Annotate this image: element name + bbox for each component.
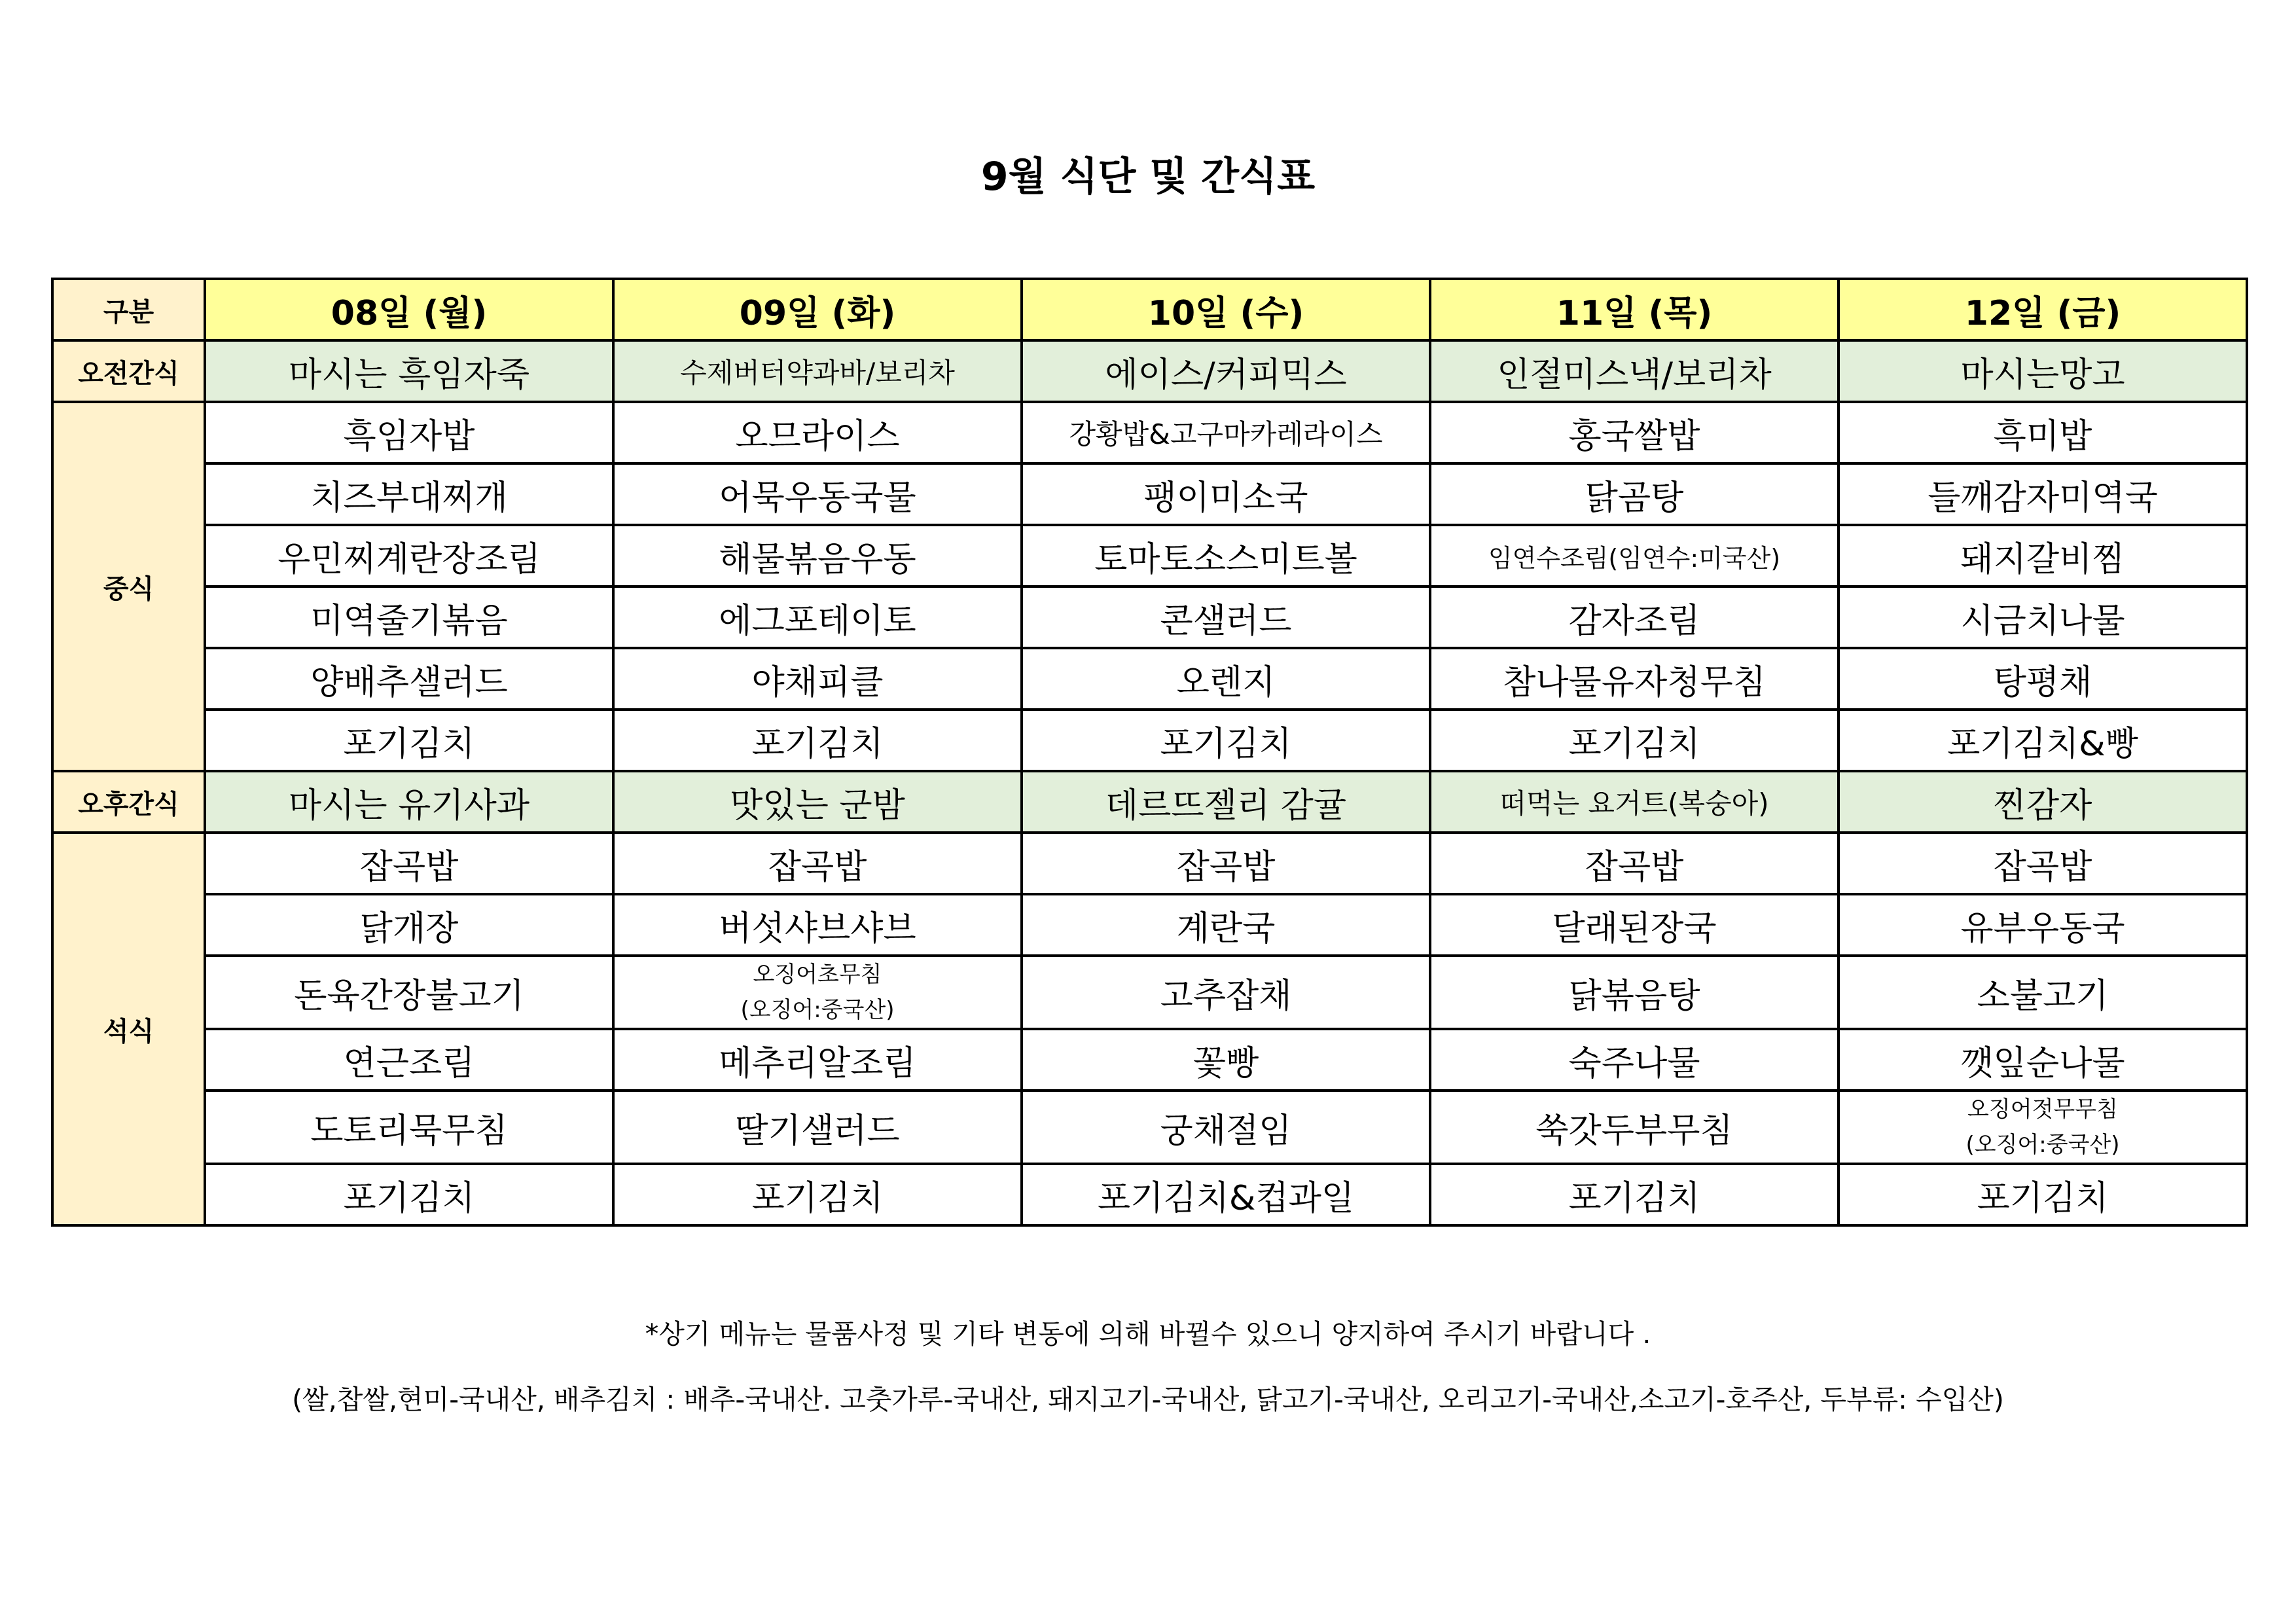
menu-cell: 포기김치 bbox=[613, 1164, 1022, 1225]
menu-cell: 꽃빵 bbox=[1022, 1029, 1430, 1091]
dinner-row bbox=[52, 1029, 2247, 1091]
dinner-row bbox=[52, 1164, 2247, 1225]
lunch-row bbox=[52, 648, 2247, 710]
menu-cell: 탕평채 bbox=[1839, 648, 2247, 710]
menu-cell: 도토리묵무침 bbox=[205, 1091, 613, 1164]
menu-cell: 오므라이스 bbox=[613, 402, 1022, 463]
day-header-thu: 11일 (목) bbox=[1430, 279, 1839, 340]
menu-cell: 닭개장 bbox=[205, 894, 613, 956]
menu-cell: 잡곡밥 bbox=[1022, 833, 1430, 894]
menu-cell: 강황밥&고구마카레라이스 bbox=[1022, 402, 1430, 463]
menu-cell: 잡곡밥 bbox=[1839, 833, 2247, 894]
menu-cell: 떠먹는 요거트(복숭아) bbox=[1430, 771, 1839, 833]
menu-change-notice: *상기 메뉴는 물품사정 및 기타 변동에 의해 바뀔수 있으니 양지하여 주시기 바랍니다 . bbox=[645, 1318, 1651, 1350]
menu-cell: 맛있는 군밤 bbox=[613, 771, 1022, 833]
menu-cell: 달래된장국 bbox=[1430, 894, 1839, 956]
menu-cell: 흑임자밥 bbox=[205, 402, 613, 463]
menu-cell: 양배추샐러드 bbox=[205, 648, 613, 710]
menu-cell: 돈육간장불고기 bbox=[205, 956, 613, 1029]
menu-cell: 수제버터약과바/보리차 bbox=[613, 340, 1022, 402]
menu-cell: 잡곡밥 bbox=[205, 833, 613, 894]
menu-cell: 포기김치&컵과일 bbox=[1022, 1164, 1430, 1225]
menu-cell: 우민찌계란장조림 bbox=[205, 525, 613, 586]
menu-cell: 미역줄기볶음 bbox=[205, 586, 613, 648]
menu-cell: 에이스/커피믹스 bbox=[1022, 340, 1430, 402]
menu-cell: 홍국쌀밥 bbox=[1430, 402, 1839, 463]
category-lunch: 중식 bbox=[52, 402, 205, 771]
category-pm-snack: 오후간식 bbox=[52, 771, 205, 833]
menu-cell: 시금치나물 bbox=[1839, 586, 2247, 648]
menu-item-text: 오징어젓무무침 bbox=[1967, 1096, 2118, 1123]
menu-cell: 연근조림 bbox=[205, 1029, 613, 1091]
menu-cell: 찐감자 bbox=[1839, 771, 2247, 833]
menu-cell: 어묵우동국물 bbox=[613, 463, 1022, 525]
menu-cell: 야채피클 bbox=[613, 648, 1022, 710]
menu-cell: 해물볶음우동 bbox=[613, 525, 1022, 586]
menu-cell: 흑미밥 bbox=[1839, 402, 2247, 463]
menu-cell: 포기김치 bbox=[205, 1164, 613, 1225]
menu-cell: 포기김치 bbox=[205, 710, 613, 771]
menu-cell: 마시는망고 bbox=[1839, 340, 2247, 402]
menu-cell: 에그포테이토 bbox=[613, 586, 1022, 648]
menu-cell: 포기김치&빵 bbox=[1839, 710, 2247, 771]
menu-cell: 포기김치 bbox=[1839, 1164, 2247, 1225]
menu-cell-with-origin bbox=[613, 956, 1022, 1029]
menu-cell: 마시는 흑임자죽 bbox=[205, 340, 613, 402]
pm-snack-row bbox=[52, 771, 2247, 833]
menu-cell: 숙주나물 bbox=[1430, 1029, 1839, 1091]
menu-cell: 잡곡밥 bbox=[613, 833, 1022, 894]
menu-cell: 포기김치 bbox=[1430, 1164, 1839, 1225]
category-dinner: 석식 bbox=[52, 833, 205, 1225]
menu-cell: 오렌지 bbox=[1022, 648, 1430, 710]
menu-cell: 팽이미소국 bbox=[1022, 463, 1430, 525]
am-snack-row bbox=[52, 340, 2247, 402]
meal-table bbox=[51, 278, 2248, 1227]
origin-note: (오징어:중국산) bbox=[740, 997, 895, 1023]
origin-note: (오징어:중국산) bbox=[1965, 1132, 2120, 1158]
menu-cell: 유부우동국 bbox=[1839, 894, 2247, 956]
dinner-row bbox=[52, 833, 2247, 894]
origin-notice: (쌀,찹쌀,현미-국내산, 배추김치 : 배추-국내산. 고춧가루-국내산, 돼지고기-국내산, 닭고기-국내산, 오리고기-국내산,소고기-호주산, 두부류: 수입산) bbox=[292, 1384, 2004, 1415]
menu-cell: 치즈부대찌개 bbox=[205, 463, 613, 525]
menu-cell: 잡곡밥 bbox=[1430, 833, 1839, 894]
menu-cell: 콘샐러드 bbox=[1022, 586, 1430, 648]
dinner-row bbox=[52, 1091, 2247, 1164]
menu-cell: 포기김치 bbox=[613, 710, 1022, 771]
header-row bbox=[52, 279, 2247, 340]
menu-cell: 데르뜨젤리 감귤 bbox=[1022, 771, 1430, 833]
lunch-row bbox=[52, 463, 2247, 525]
menu-cell: 돼지갈비찜 bbox=[1839, 525, 2247, 586]
day-header-mon: 08일 (월) bbox=[205, 279, 613, 340]
category-am-snack: 오전간식 bbox=[52, 340, 205, 402]
dinner-row bbox=[52, 956, 2247, 1029]
menu-cell: 포기김치 bbox=[1430, 710, 1839, 771]
page-title: 9월 식단 및 간식표 bbox=[980, 154, 1316, 200]
lunch-row bbox=[52, 402, 2247, 463]
menu-cell: 쑥갓두부무침 bbox=[1430, 1091, 1839, 1164]
dinner-row bbox=[52, 894, 2247, 956]
menu-cell: 마시는 유기사과 bbox=[205, 771, 613, 833]
menu-cell: 깻잎순나물 bbox=[1839, 1029, 2247, 1091]
menu-cell: 소불고기 bbox=[1839, 956, 2247, 1029]
menu-cell: 참나물유자청무침 bbox=[1430, 648, 1839, 710]
menu-cell: 궁채절임 bbox=[1022, 1091, 1430, 1164]
menu-item-text: 오징어초무침 bbox=[753, 962, 882, 988]
menu-cell: 닭곰탕 bbox=[1430, 463, 1839, 525]
menu-cell: 토마토소스미트볼 bbox=[1022, 525, 1430, 586]
menu-cell: 감자조림 bbox=[1430, 586, 1839, 648]
day-header-wed: 10일 (수) bbox=[1022, 279, 1430, 340]
menu-cell: 임연수조림(임연수:미국산) bbox=[1430, 525, 1839, 586]
menu-cell: 포기김치 bbox=[1022, 710, 1430, 771]
menu-cell: 계란국 bbox=[1022, 894, 1430, 956]
menu-cell: 딸기샐러드 bbox=[613, 1091, 1022, 1164]
day-header-tue: 09일 (화) bbox=[613, 279, 1022, 340]
lunch-row bbox=[52, 710, 2247, 771]
corner-label: 구분 bbox=[52, 279, 205, 340]
menu-cell: 메추리알조림 bbox=[613, 1029, 1022, 1091]
day-header-fri: 12일 (금) bbox=[1839, 279, 2247, 340]
menu-cell: 들깨감자미역국 bbox=[1839, 463, 2247, 525]
menu-cell: 버섯샤브샤브 bbox=[613, 894, 1022, 956]
menu-cell: 닭볶음탕 bbox=[1430, 956, 1839, 1029]
menu-cell-with-origin bbox=[1839, 1091, 2247, 1164]
lunch-row bbox=[52, 525, 2247, 586]
menu-cell: 고추잡채 bbox=[1022, 956, 1430, 1029]
menu-cell: 인절미스낵/보리차 bbox=[1430, 340, 1839, 402]
lunch-row bbox=[52, 586, 2247, 648]
